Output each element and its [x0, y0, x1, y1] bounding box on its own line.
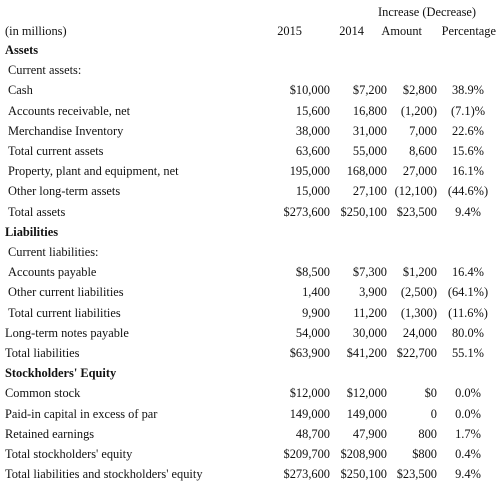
- table-row: [0, 343, 500, 363]
- table-row: [0, 222, 500, 242]
- row-label: Paid-in capital in excess of par: [5, 406, 158, 421]
- value-2015: $273,600: [283, 204, 330, 219]
- value-change-amount: 7,000: [409, 123, 437, 138]
- row-label: Retained earnings: [5, 426, 95, 441]
- row-label: Liabilities: [5, 224, 59, 239]
- value-change-amount: $23,500: [396, 204, 437, 219]
- value-2015: $273,600: [283, 467, 330, 482]
- value-2014: $41,200: [346, 346, 387, 360]
- value-change-amount: $2,800: [402, 83, 437, 98]
- value-change-percentage: 9.4%: [455, 467, 481, 482]
- value-2014: $7,200: [352, 83, 387, 98]
- table-row: [0, 121, 500, 141]
- column-header-row: [0, 21, 500, 41]
- value-change-percentage: 0.4%: [455, 447, 481, 461]
- value-2015: 195,000: [289, 164, 330, 179]
- value-change-percentage: 9.4%: [455, 204, 481, 219]
- units-label: (in millions): [5, 24, 67, 38]
- value-change-percentage: 80.0%: [451, 325, 484, 340]
- row-label: Property, plant and equipment, net: [8, 164, 179, 179]
- value-2014: 3,900: [359, 285, 387, 300]
- value-2014: 149,000: [346, 406, 387, 421]
- row-label: Other long-term assets: [8, 184, 121, 199]
- value-change-percentage: 0.0%: [455, 406, 481, 421]
- value-2014: 30,000: [352, 325, 387, 340]
- table-row: [0, 464, 500, 484]
- row-label: Total liabilities and stockholders' equity: [5, 467, 203, 482]
- value-change-amount: (2,500): [400, 285, 437, 300]
- row-label: Merchandise Inventory: [8, 123, 124, 138]
- row-label: Assets: [5, 43, 39, 57]
- value-change-amount: (1,300): [400, 305, 437, 320]
- value-change-amount: $22,700: [396, 346, 437, 360]
- table-row: [0, 60, 500, 80]
- header-percentage: Percentage: [441, 24, 496, 38]
- table-row: [0, 282, 500, 302]
- table-row: [0, 363, 500, 383]
- value-change-amount: 8,600: [409, 144, 437, 158]
- row-label: Total assets: [8, 204, 66, 219]
- value-2014: $250,100: [340, 467, 387, 482]
- table-row: [0, 424, 500, 444]
- value-change-percentage: 16.4%: [451, 265, 484, 280]
- value-change-amount: (1,200): [400, 103, 437, 118]
- header-2014: 2014: [339, 24, 364, 38]
- value-change-amount: (12,100): [394, 184, 437, 199]
- value-2015: $209,700: [283, 447, 330, 461]
- table-row: [0, 404, 500, 424]
- row-label: Current assets:: [8, 63, 82, 78]
- value-2014: $12,000: [346, 386, 387, 401]
- value-2015: 48,700: [295, 426, 330, 441]
- value-2014: 55,000: [352, 144, 387, 158]
- table-row: [0, 323, 500, 343]
- value-2014: $208,900: [340, 447, 387, 461]
- value-2014: $250,100: [340, 204, 387, 219]
- value-2014: 16,800: [352, 103, 387, 118]
- value-change-amount: 800: [418, 426, 437, 441]
- value-2015: $63,900: [289, 346, 330, 360]
- value-change-amount: $800: [412, 447, 437, 461]
- value-change-amount: 27,000: [402, 164, 437, 179]
- row-label: Total current liabilities: [8, 305, 121, 320]
- value-2015: 149,000: [289, 406, 330, 421]
- value-change-percentage: 38.9%: [451, 83, 484, 98]
- value-2015: $12,000: [289, 386, 330, 401]
- table-row: [0, 202, 500, 222]
- table-row: [0, 383, 500, 403]
- table-row: [0, 262, 500, 282]
- table-row: [0, 303, 500, 323]
- value-change-percentage: 0.0%: [455, 386, 481, 401]
- row-label: Total current assets: [8, 144, 104, 158]
- row-label: Long-term notes payable: [5, 325, 129, 340]
- table-row: [0, 101, 500, 121]
- value-change-amount: 24,000: [402, 325, 437, 340]
- table-row: [0, 80, 500, 100]
- value-2015: 38,000: [295, 123, 330, 138]
- value-change-amount: $0: [424, 386, 437, 401]
- value-2015: 15,000: [295, 184, 330, 199]
- row-label: Cash: [8, 83, 33, 98]
- row-label: Accounts receivable, net: [8, 103, 131, 118]
- table-row: [0, 181, 500, 201]
- table-row: [0, 40, 500, 60]
- value-2015: 54,000: [295, 325, 330, 340]
- row-label: Total liabilities: [5, 346, 80, 360]
- value-change-percentage: 15.6%: [451, 144, 484, 158]
- table-row: [0, 242, 500, 262]
- table-row: [0, 444, 500, 464]
- super-header-increase-decrease: Increase (Decrease): [378, 5, 477, 19]
- value-2015: 1,400: [302, 285, 330, 300]
- row-label: Stockholders' Equity: [5, 366, 117, 381]
- value-change-percentage: 1.7%: [455, 426, 481, 441]
- value-2015: $8,500: [295, 265, 330, 280]
- value-2014: 47,900: [352, 426, 387, 441]
- value-change-percentage: 16.1%: [451, 164, 484, 179]
- value-2014: 168,000: [346, 164, 387, 179]
- row-label: Common stock: [5, 386, 81, 401]
- table-row: [0, 141, 500, 161]
- value-2015: 63,600: [295, 144, 330, 158]
- value-2015: 9,900: [302, 305, 330, 320]
- value-change-percentage: (44.6%): [447, 184, 489, 199]
- value-2014: $7,300: [352, 265, 387, 280]
- value-change-percentage: (11.6%): [448, 305, 488, 320]
- value-change-percentage: 55.1%: [451, 346, 484, 360]
- value-change-percentage: 22.6%: [451, 123, 484, 138]
- value-change-percentage: (64.1%): [447, 285, 489, 300]
- header-2015: 2015: [277, 24, 302, 38]
- row-label: Total stockholders' equity: [5, 447, 133, 461]
- value-2015: $10,000: [289, 83, 330, 98]
- row-label: Accounts payable: [8, 265, 97, 280]
- value-2014: 11,200: [353, 305, 387, 320]
- value-2014: 31,000: [352, 123, 387, 138]
- row-label: Current liabilities:: [8, 245, 99, 259]
- table-row: [0, 161, 500, 181]
- row-label: Other current liabilities: [8, 285, 124, 300]
- value-change-percentage: (7.1)%: [450, 103, 486, 118]
- value-change-amount: 0: [430, 406, 437, 421]
- value-change-amount: $23,500: [396, 467, 437, 482]
- value-change-amount: $1,200: [402, 265, 437, 280]
- value-2014: 27,100: [352, 184, 387, 199]
- header-amount: Amount: [381, 24, 422, 38]
- value-2015: 15,600: [295, 103, 330, 118]
